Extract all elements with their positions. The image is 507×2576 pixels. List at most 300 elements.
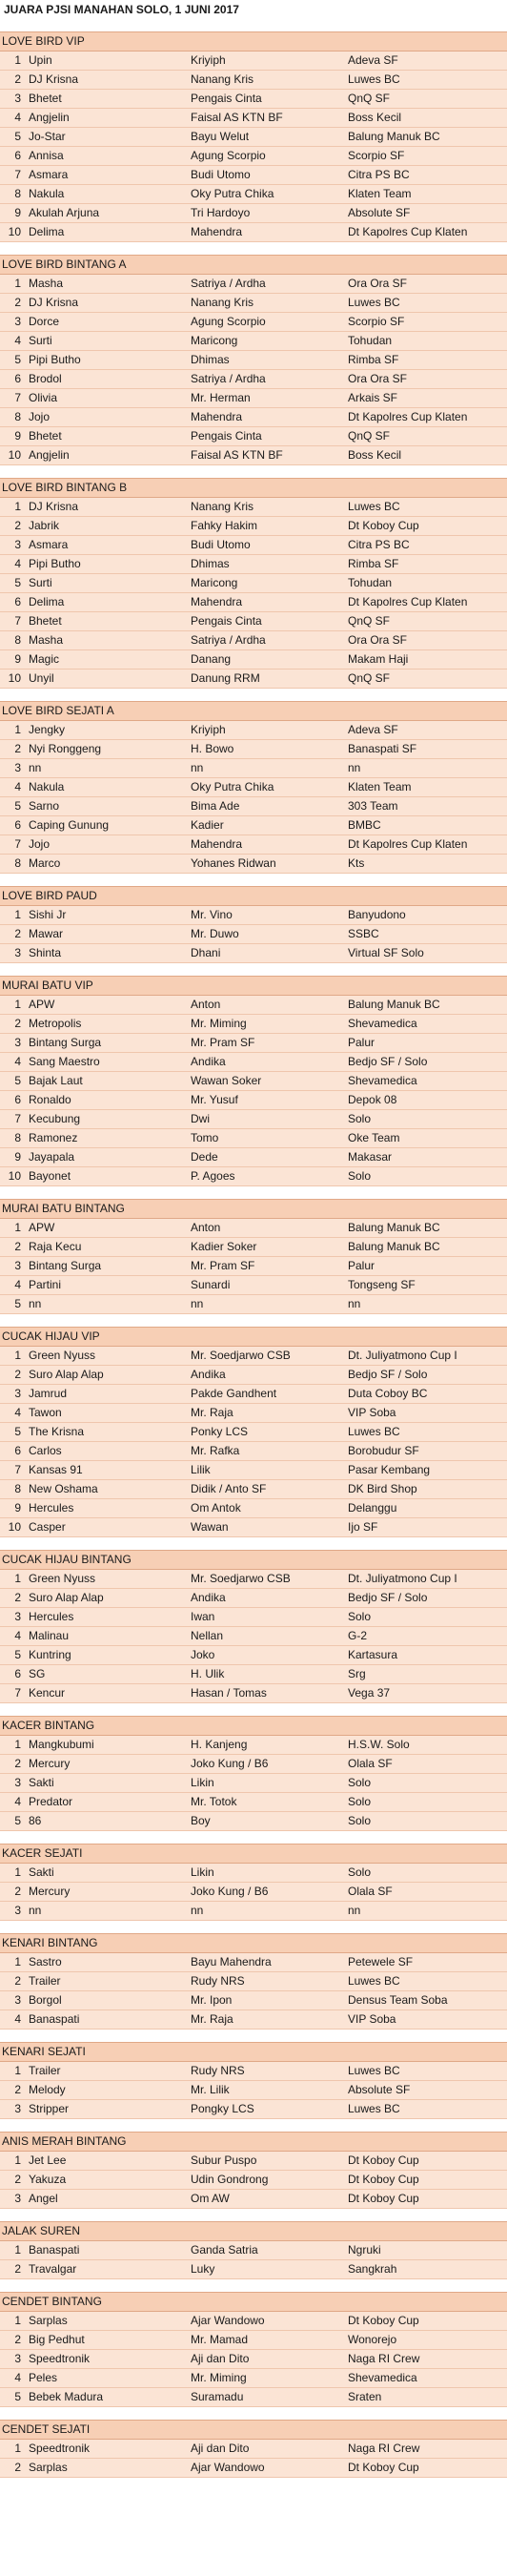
- result-row: [0, 996, 507, 1015]
- owner-cell: Agung Scorpio: [191, 315, 266, 328]
- owner-cell: Ganda Satria: [191, 2243, 258, 2257]
- bird-name-cell: Mangkubumi: [29, 1738, 94, 1751]
- owner-cell: Pakde Gandhent: [191, 1387, 277, 1400]
- rank-cell: 1: [14, 2314, 21, 2327]
- bird-name-cell: Trailer: [29, 2064, 61, 2077]
- team-cell: Borobudur SF: [348, 1444, 419, 1457]
- owner-cell: Mr. Ipon: [191, 1993, 233, 2007]
- rank-cell: 6: [14, 595, 21, 608]
- bird-name-cell: Jojo: [29, 410, 51, 423]
- bird-name-cell: Bhetet: [29, 92, 62, 105]
- rank-cell: 7: [14, 837, 21, 851]
- rank-cell: 2: [14, 742, 21, 755]
- bird-name-cell: Olivia: [29, 391, 58, 404]
- result-row: [0, 1015, 507, 1034]
- rank-cell: 5: [14, 576, 21, 589]
- result-row: [0, 109, 507, 128]
- bird-name-cell: 86: [29, 1814, 42, 1827]
- section-spacer: [0, 1921, 507, 1933]
- rank-cell: 1: [14, 2154, 21, 2167]
- owner-cell: Mr. Raja: [191, 1406, 233, 1419]
- result-row: [0, 1347, 507, 1366]
- owner-cell: H. Bowo: [191, 742, 234, 755]
- bird-name-cell: Nakula: [29, 780, 65, 793]
- rank-cell: 9: [14, 429, 21, 443]
- rank-cell: 4: [14, 1278, 21, 1291]
- owner-cell: Nanang Kris: [191, 500, 254, 513]
- bird-name-cell: Asmara: [29, 168, 69, 181]
- result-row: [0, 1627, 507, 1646]
- bird-name-cell: Kansas 91: [29, 1463, 83, 1476]
- team-cell: Scorpio SF: [348, 149, 405, 162]
- result-row: [0, 204, 507, 223]
- team-cell: Luwes BC: [348, 72, 400, 86]
- result-row: [0, 1423, 507, 1442]
- category-section: [0, 1844, 507, 1921]
- category-section: [0, 31, 507, 242]
- bird-name-cell: Suro Alap Alap: [29, 1591, 104, 1604]
- bird-name-cell: nn: [29, 1297, 42, 1310]
- result-row: [0, 52, 507, 71]
- team-cell: Sangkrah: [348, 2262, 397, 2276]
- bird-name-cell: Marco: [29, 856, 61, 870]
- team-cell: Luwes BC: [348, 1974, 400, 1988]
- team-cell: nn: [348, 761, 361, 774]
- bird-name-cell: DJ Krisna: [29, 296, 79, 309]
- owner-cell: Boy: [191, 1814, 211, 1827]
- team-cell: Boss Kecil: [348, 111, 402, 124]
- team-cell: 303 Team: [348, 799, 398, 813]
- bird-name-cell: Peles: [29, 2371, 58, 2384]
- rank-cell: 10: [8, 1169, 21, 1183]
- bird-name-cell: Hercules: [29, 1610, 74, 1623]
- result-row: [0, 906, 507, 925]
- result-row: [0, 1646, 507, 1665]
- bird-name-cell: Pipi Butho: [29, 557, 81, 570]
- bird-name-cell: Sakti: [29, 1776, 54, 1789]
- team-cell: Ora Ora SF: [348, 277, 408, 290]
- owner-cell: Joko Kung / B6: [191, 1885, 269, 1898]
- rank-cell: 10: [8, 1520, 21, 1534]
- owner-cell: Maricong: [191, 576, 238, 589]
- result-row: [0, 1736, 507, 1755]
- team-cell: Pasar Kembang: [348, 1463, 431, 1476]
- rank-cell: 1: [14, 277, 21, 290]
- bird-name-cell: Shinta: [29, 946, 62, 959]
- bird-name-cell: Delima: [29, 595, 65, 608]
- owner-cell: Lilik: [191, 1463, 211, 1476]
- owner-cell: Aji dan Dito: [191, 2352, 250, 2365]
- team-cell: Densus Team Soba: [348, 1993, 448, 2007]
- owner-cell: Pengais Cinta: [191, 92, 262, 105]
- team-cell: BMBC: [348, 818, 381, 832]
- rank-cell: 7: [14, 168, 21, 181]
- result-row: [0, 2152, 507, 2171]
- rank-cell: 5: [14, 130, 21, 143]
- bird-name-cell: Caping Gunung: [29, 818, 110, 832]
- bird-name-cell: Sarno: [29, 799, 60, 813]
- result-row: [0, 1129, 507, 1148]
- result-row: [0, 517, 507, 536]
- bird-name-cell: Masha: [29, 633, 64, 647]
- bird-name-cell: Casper: [29, 1520, 66, 1534]
- team-cell: Tohudan: [348, 576, 393, 589]
- result-row: [0, 593, 507, 612]
- owner-cell: Andika: [191, 1591, 226, 1604]
- team-cell: Dt Kapolres Cup Klaten: [348, 410, 468, 423]
- bird-name-cell: Bintang Surga: [29, 1259, 102, 1272]
- section-spacer: [0, 465, 507, 478]
- result-row: [0, 1499, 507, 1518]
- result-row: [0, 275, 507, 294]
- result-row: [0, 1148, 507, 1167]
- team-cell: Naga RI Crew: [348, 2352, 420, 2365]
- rank-cell: 3: [14, 2192, 21, 2205]
- owner-cell: Om Antok: [191, 1501, 241, 1515]
- bird-name-cell: Jet Lee: [29, 2154, 67, 2167]
- owner-cell: Satriya / Ardha: [191, 277, 266, 290]
- team-cell: Oke Team: [348, 1131, 400, 1144]
- rank-cell: 3: [14, 315, 21, 328]
- rank-cell: 2: [14, 519, 21, 532]
- owner-cell: Yohanes Ridwan: [191, 856, 276, 870]
- bird-name-cell: nn: [29, 761, 42, 774]
- team-cell: Dt Koboy Cup: [348, 2314, 419, 2327]
- result-row: [0, 1167, 507, 1186]
- owner-cell: H. Ulik: [191, 1667, 225, 1680]
- rank-cell: 4: [14, 2371, 21, 2384]
- owner-cell: Mr. Pram SF: [191, 1259, 255, 1272]
- section-spacer: [0, 1314, 507, 1327]
- bird-name-cell: APW: [29, 998, 55, 1011]
- team-cell: Naga RI Crew: [348, 2442, 420, 2455]
- team-cell: Srg: [348, 1667, 366, 1680]
- bird-name-cell: Jamrud: [29, 1387, 68, 1400]
- bird-name-cell: Nyi Ronggeng: [29, 742, 102, 755]
- rank-cell: 6: [14, 149, 21, 162]
- section-spacer: [0, 689, 507, 701]
- bird-name-cell: Jayapala: [29, 1150, 75, 1164]
- team-cell: Luwes BC: [348, 296, 400, 309]
- rank-cell: 1: [14, 908, 21, 921]
- result-row: [0, 185, 507, 204]
- result-row: [0, 536, 507, 555]
- category-section: [0, 1550, 507, 1703]
- category-section: [0, 478, 507, 689]
- owner-cell: Kriyiph: [191, 723, 226, 736]
- bird-name-cell: Bajak Laut: [29, 1074, 83, 1087]
- result-row: [0, 90, 507, 109]
- result-row: [0, 925, 507, 944]
- result-row: [0, 631, 507, 650]
- result-row: [0, 128, 507, 147]
- bird-name-cell: Angel: [29, 2192, 58, 2205]
- team-cell: Banaspati SF: [348, 742, 417, 755]
- team-cell: Scorpio SF: [348, 315, 405, 328]
- result-row: [0, 2190, 507, 2209]
- rank-cell: 3: [14, 92, 21, 105]
- result-row: [0, 2331, 507, 2350]
- bird-name-cell: Masha: [29, 277, 64, 290]
- result-row: [0, 294, 507, 313]
- team-cell: nn: [348, 1297, 361, 1310]
- category-header: KENARI SEJATI: [0, 2042, 507, 2062]
- team-cell: nn: [348, 1904, 361, 1917]
- rank-cell: 1: [14, 998, 21, 1011]
- result-row: [0, 944, 507, 963]
- bird-name-cell: Green Nyuss: [29, 1349, 96, 1362]
- bird-name-cell: Angjelin: [29, 111, 70, 124]
- team-cell: Citra PS BC: [348, 168, 410, 181]
- result-row: [0, 1608, 507, 1627]
- result-row: [0, 1110, 507, 1129]
- rank-cell: 8: [14, 1131, 21, 1144]
- team-cell: Makasar: [348, 1150, 393, 1164]
- bird-name-cell: Jo-Star: [29, 130, 66, 143]
- result-row: [0, 2171, 507, 2190]
- rank-cell: 2: [14, 2461, 21, 2474]
- owner-cell: Budi Utomo: [191, 168, 251, 181]
- team-cell: Dt Kapolres Cup Klaten: [348, 225, 468, 238]
- category-header: MURAI BATU VIP: [0, 976, 507, 996]
- result-row: [0, 498, 507, 517]
- team-cell: Bedjo SF / Solo: [348, 1591, 428, 1604]
- bird-name-cell: Bhetet: [29, 429, 62, 443]
- result-row: [0, 408, 507, 427]
- section-spacer: [0, 963, 507, 976]
- owner-cell: Anton: [191, 998, 221, 1011]
- owner-cell: Faisal AS KTN BF: [191, 111, 283, 124]
- rank-cell: 2: [14, 2083, 21, 2096]
- team-cell: Palur: [348, 1036, 375, 1049]
- owner-cell: Joko Kung / B6: [191, 1757, 269, 1770]
- team-cell: Ijo SF: [348, 1520, 378, 1534]
- team-cell: Tohudan: [348, 334, 393, 347]
- bird-name-cell: Surti: [29, 576, 52, 589]
- team-cell: Klaten Team: [348, 187, 412, 200]
- team-cell: Balung Manuk BC: [348, 130, 440, 143]
- bird-name-cell: Speedtronik: [29, 2352, 91, 2365]
- result-row: [0, 1864, 507, 1883]
- owner-cell: Kadier Soker: [191, 1240, 257, 1253]
- category-header: CUCAK HIJAU BINTANG: [0, 1550, 507, 1570]
- team-cell: Solo: [348, 1795, 372, 1808]
- bird-name-cell: Sang Maestro: [29, 1055, 100, 1068]
- rank-cell: 5: [14, 1425, 21, 1438]
- bird-name-cell: Sastro: [29, 1955, 62, 1968]
- rank-cell: 7: [14, 391, 21, 404]
- owner-cell: Mahendra: [191, 595, 243, 608]
- rank-cell: 6: [14, 1093, 21, 1106]
- owner-cell: Dhimas: [191, 557, 230, 570]
- owner-cell: Agung Scorpio: [191, 149, 266, 162]
- section-spacer: [0, 1831, 507, 1844]
- owner-cell: Likin: [191, 1776, 214, 1789]
- category-section: [0, 2420, 507, 2478]
- owner-cell: Andika: [191, 1055, 226, 1068]
- bird-name-cell: Metropolis: [29, 1017, 82, 1030]
- result-row: [0, 1589, 507, 1608]
- result-row: [0, 1295, 507, 1314]
- owner-cell: Ajar Wandowo: [191, 2314, 265, 2327]
- team-cell: Dt. Juliyatmono Cup I: [348, 1349, 457, 1362]
- team-cell: Luwes BC: [348, 2064, 400, 2077]
- category-header: CUCAK HIJAU VIP: [0, 1327, 507, 1347]
- rank-cell: 5: [14, 1814, 21, 1827]
- result-row: [0, 1518, 507, 1537]
- team-cell: Rimba SF: [348, 557, 399, 570]
- team-cell: Klaten Team: [348, 780, 412, 793]
- bird-name-cell: Carlos: [29, 1444, 62, 1457]
- owner-cell: Tri Hardoyo: [191, 206, 251, 219]
- rank-cell: 2: [14, 2173, 21, 2186]
- owner-cell: Pengais Cinta: [191, 614, 262, 628]
- result-row: [0, 351, 507, 370]
- team-cell: Solo: [348, 1814, 372, 1827]
- bird-name-cell: Mercury: [29, 1885, 71, 1898]
- team-cell: Ngruki: [348, 2243, 381, 2257]
- result-row: [0, 332, 507, 351]
- bird-name-cell: Magic: [29, 652, 60, 666]
- rank-cell: 3: [14, 1993, 21, 2007]
- rank-cell: 3: [14, 1387, 21, 1400]
- owner-cell: Satriya / Ardha: [191, 633, 266, 647]
- rank-cell: 2: [14, 1368, 21, 1381]
- bird-name-cell: Upin: [29, 53, 52, 67]
- rank-cell: 8: [14, 187, 21, 200]
- result-row: [0, 1034, 507, 1053]
- category-header: CENDET SEJATI: [0, 2420, 507, 2440]
- result-row: [0, 389, 507, 408]
- bird-name-cell: Bebek Madura: [29, 2390, 104, 2403]
- section-spacer: [0, 1703, 507, 1716]
- owner-cell: Kadier: [191, 818, 224, 832]
- bird-name-cell: Surti: [29, 334, 52, 347]
- section-spacer: [0, 242, 507, 255]
- rank-cell: 5: [14, 353, 21, 366]
- result-row: [0, 1991, 507, 2010]
- result-row: [0, 1755, 507, 1774]
- team-cell: Banyudono: [348, 908, 406, 921]
- rank-cell: 5: [14, 1648, 21, 1661]
- team-cell: Depok 08: [348, 1093, 397, 1106]
- result-row: [0, 1902, 507, 1921]
- result-row: [0, 2388, 507, 2407]
- category-header: LOVE BIRD BINTANG A: [0, 255, 507, 275]
- owner-cell: Maricong: [191, 334, 238, 347]
- bird-name-cell: Yakuza: [29, 2173, 67, 2186]
- result-row: [0, 1972, 507, 1991]
- category-section: [0, 976, 507, 1186]
- owner-cell: Mr. Pram SF: [191, 1036, 255, 1049]
- bird-name-cell: Partini: [29, 1278, 62, 1291]
- category-section: [0, 2221, 507, 2279]
- owner-cell: Bayu Welut: [191, 130, 250, 143]
- team-cell: Dt Kapolres Cup Klaten: [348, 837, 468, 851]
- result-row: [0, 1480, 507, 1499]
- bird-name-cell: Sakti: [29, 1865, 54, 1879]
- team-cell: Dt Koboy Cup: [348, 2173, 419, 2186]
- team-cell: Petewele SF: [348, 1955, 414, 1968]
- rank-cell: 3: [14, 1904, 21, 1917]
- owner-cell: Rudy NRS: [191, 2064, 245, 2077]
- rank-cell: 1: [14, 53, 21, 67]
- category-header: KACER BINTANG: [0, 1716, 507, 1736]
- owner-cell: Wawan Soker: [191, 1074, 262, 1087]
- owner-cell: Bayu Mahendra: [191, 1955, 272, 1968]
- bird-name-cell: Delima: [29, 225, 65, 238]
- rank-cell: 3: [14, 1036, 21, 1049]
- bird-name-cell: Raja Kecu: [29, 1240, 82, 1253]
- owner-cell: Mr. Yusuf: [191, 1093, 238, 1106]
- result-row: [0, 670, 507, 689]
- section-spacer: [0, 874, 507, 886]
- owner-cell: Faisal AS KTN BF: [191, 448, 283, 462]
- owner-cell: Mr. Soedjarwo CSB: [191, 1572, 291, 1585]
- owner-cell: Iwan: [191, 1610, 215, 1623]
- team-cell: Luwes BC: [348, 500, 400, 513]
- bird-name-cell: SG: [29, 1667, 46, 1680]
- owner-cell: Mr. Mamad: [191, 2333, 249, 2346]
- bird-name-cell: Jojo: [29, 837, 51, 851]
- bird-name-cell: APW: [29, 1221, 55, 1234]
- team-cell: Boss Kecil: [348, 448, 402, 462]
- bird-name-cell: Angjelin: [29, 448, 70, 462]
- bird-name-cell: Green Nyuss: [29, 1572, 96, 1585]
- team-cell: QnQ SF: [348, 614, 391, 628]
- section-spacer: [0, 19, 507, 31]
- bird-name-cell: Predator: [29, 1795, 73, 1808]
- owner-cell: Joko: [191, 1648, 215, 1661]
- result-row: [0, 759, 507, 778]
- rank-cell: 2: [14, 1757, 21, 1770]
- team-cell: Dt Koboy Cup: [348, 2192, 419, 2205]
- rank-cell: 8: [14, 410, 21, 423]
- owner-cell: Mr. Soedjarwo CSB: [191, 1349, 291, 1362]
- bird-name-cell: Mawar: [29, 927, 64, 940]
- rank-cell: 2: [14, 927, 21, 940]
- rank-cell: 3: [14, 946, 21, 959]
- owner-cell: Anton: [191, 1221, 221, 1234]
- team-cell: Balung Manuk BC: [348, 998, 440, 1011]
- result-row: [0, 1053, 507, 1072]
- bird-name-cell: Hercules: [29, 1501, 74, 1515]
- bird-name-cell: Trailer: [29, 1974, 61, 1988]
- result-row: [0, 1072, 507, 1091]
- team-cell: Absolute SF: [348, 206, 411, 219]
- page-title: JUARA PJSI MANAHAN SOLO, 1 JUNI 2017: [0, 0, 507, 19]
- owner-cell: Ajar Wandowo: [191, 2461, 265, 2474]
- team-cell: Kts: [348, 856, 365, 870]
- result-row: [0, 2440, 507, 2459]
- section-spacer: [0, 2407, 507, 2420]
- owner-cell: Om AW: [191, 2192, 230, 2205]
- rank-cell: 3: [14, 2352, 21, 2365]
- owner-cell: Danang: [191, 652, 232, 666]
- owner-cell: Dhani: [191, 946, 221, 959]
- team-cell: Adeva SF: [348, 53, 398, 67]
- bird-name-cell: Akulah Arjuna: [29, 206, 100, 219]
- rank-cell: 3: [14, 1776, 21, 1789]
- team-cell: Ora Ora SF: [348, 372, 408, 385]
- category-header: KENARI BINTANG: [0, 1933, 507, 1953]
- category-section: [0, 1716, 507, 1831]
- rank-cell: 9: [14, 206, 21, 219]
- team-cell: Delanggu: [348, 1501, 397, 1515]
- result-row: [0, 1883, 507, 1902]
- result-row: [0, 1238, 507, 1257]
- rank-cell: 4: [14, 111, 21, 124]
